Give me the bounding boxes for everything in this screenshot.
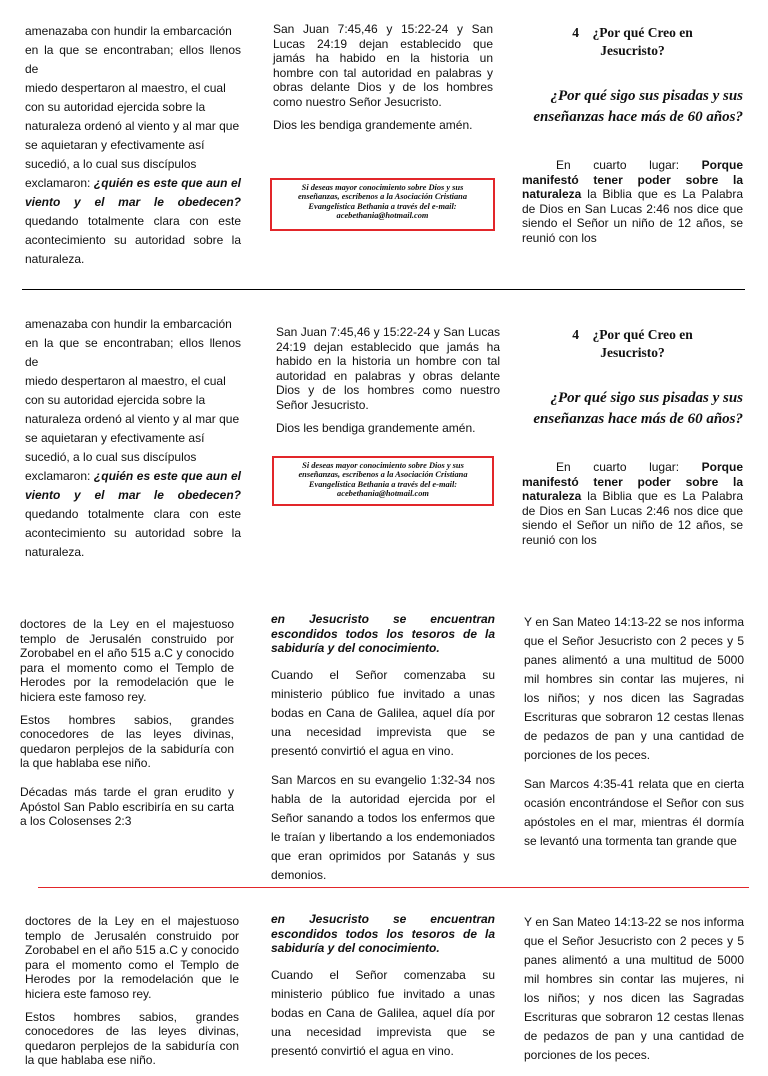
title-line1: ¿Por qué Creo en (592, 25, 693, 40)
panel3-col2 (271, 612, 495, 895)
col1-tail: quedando totalmente clara con este acontecimiento su autoridad sobre la naturaleza. (25, 507, 241, 559)
col2-paragraph: San Marcos en su evangelio 1:32-34 nos habla de la autoridad ejercida por el Señor sanando a todos los enfermos que le traían y libertando a los endemoniados que eran oprimidos por Satanás y sus demonios. (271, 772, 495, 882)
contact-email: acebethania@hotmail.com (336, 211, 429, 221)
col2-paragraph: Cuando el Señor comenzaba su ministerio público fue invitado a unas bodas en Cana de Galilea, aquel día por una necesidad imprevista que se presentó convirtió el agua en vino. (271, 967, 495, 1058)
col2-blessing: Dios les bendiga grandemente amén. (273, 117, 473, 132)
panel2-col1 (25, 315, 241, 562)
col1-line: miedo despertaron al maestro, el cual (25, 374, 226, 388)
col1-line: sucedió, a lo cual sus discípulos (25, 157, 197, 171)
col3-prefix: En cuarto lugar: (556, 460, 702, 474)
col3-tail: la Biblia que es La Palabra de Dios en San Lucas 2:46 nos dice que siendo el Señor un niño de 12 años, se reunió con los (522, 187, 743, 245)
exclaim-prefix: exclamaron: (25, 176, 94, 190)
panel4-col1 (25, 914, 239, 1076)
contact-line: Evangelística Bethania a través del e-mail: (308, 201, 457, 211)
panel4-col2 (271, 912, 495, 1071)
title-number: 4 (572, 327, 579, 342)
col3-prefix: En cuarto lugar: (556, 158, 702, 172)
col1-line: miedo despertaron al maestro, el cual (25, 81, 226, 95)
panel1-col3 (522, 24, 743, 256)
contact-line: enseñanzas, escríbenos a la Asociación Cristiana (297, 192, 468, 202)
col2-paragraph: San Juan 7:45,46 y 15:22-24 y San Lucas 24:19 dejan establecido que jamás ha habido en la historia un hombre con tal autoridad en palabras y obras delante Dios y de los hombres como nuestro Señor Jesucristo. (273, 22, 493, 109)
col1-line: amenazaba con hundir la embarcación (25, 24, 232, 38)
contact-line: Evangelística Bethania a través del e-mail: (308, 479, 458, 489)
quote-text: ¿quién es este que aun el viento y el mar le obedecen? (25, 469, 241, 502)
col1-line: se aquietaran y efectivamente así (25, 431, 205, 445)
panel2-col3 (522, 326, 743, 558)
col3-paragraph (522, 460, 743, 548)
col2-paragraph: San Juan 7:45,46 y 15:22-24 y San Lucas 24:19 dejan establecido que jamás ha habido en la historia un hombre con tal autoridad en palabras y obras delante Dios y de los hombres como nuestro Señor Jesucristo. (276, 325, 500, 412)
col1-paragraph: Décadas más tarde el gran erudito y Apóstol San Pablo escribiría en su carta a los Colosenses 2:3 (20, 784, 234, 829)
panel2-col2 (276, 325, 500, 443)
title-number: 4 (572, 25, 579, 40)
panel1-col1 (25, 22, 241, 269)
col1-paragraph: Estos hombres sabios, grandes conocedores de las leyes divinas, quedaron perplejos de la sabiduría con la que hablaba ese niño. (20, 712, 234, 771)
col1-line: naturaleza ordenó al viento y al mar que (25, 412, 240, 426)
col1-paragraph: Estos hombres sabios, grandes conocedores de las leyes divinas, quedaron perplejos de la sabiduría con la que hablaba ese niño. (25, 1009, 239, 1068)
col1-line: en la que se encontraban; ellos llenos de (25, 43, 241, 76)
title-line1: ¿Por qué Creo en (592, 327, 693, 342)
contact-line: Si deseas mayor conocimiento sobre Dios y sus (302, 461, 464, 470)
contact-box (270, 178, 495, 231)
col1-exclaim (25, 467, 241, 562)
col1-paragraph: doctores de la Ley en el majestuoso templo de Jerusalén construido por Zorobabel en el año 515 a.C y conocido para el momento como el Templo de Herodes por la remodelación que le hiciera este famoso rey. (25, 914, 239, 1001)
col2-blessing: Dios les bendiga grandemente amén. (276, 420, 476, 435)
title-line2: Jesucristo? (600, 43, 665, 58)
quote-text: ¿quién es este que aun el viento y el mar le obedecen? (25, 176, 241, 209)
col1-tail: quedando totalmente clara con este acontecimiento su autoridad sobre la naturaleza. (25, 214, 241, 266)
col2-quote: en Jesucristo se encuentran escondidos todos los tesoros de la sabiduría y del conocimiento. (271, 912, 495, 956)
col2-quote: en Jesucristo se encuentran escondidos todos los tesoros de la sabiduría y del conocimiento. (271, 612, 495, 656)
panel4-col3 (524, 913, 744, 1075)
section-title (522, 326, 743, 362)
col3-paragraph: San Marcos 4:35-41 relata que en cierta ocasión encontrándose el Señor con sus apóstoles en el mar, mientras él dormía se levantó una tormenta tan grande que (524, 777, 744, 848)
col1-paragraph: doctores de la Ley en el majestuoso templo de Jerusalén construido por Zorobabel en el año 515 a.C y conocido para el momento como el Templo de Herodes por la remodelación que le hiciera este famoso rey. (20, 617, 234, 704)
col1-exclaim (25, 174, 241, 269)
col1-line: con su autoridad ejercida sobre la (25, 393, 206, 407)
col3-tail: la Biblia que es La Palabra de Dios en San Lucas 2:46 nos dice que siendo el Señor un niño de 12 años, se reunió con los (522, 489, 743, 547)
col1-line: se aquietaran y efectivamente así (25, 138, 205, 152)
col1-line: en la que se encontraban; ellos llenos de (25, 336, 241, 369)
col3-bold: Porque manifestó tener poder sobre la naturaleza (522, 460, 743, 504)
col1-line: con su autoridad ejercida sobre la (25, 100, 206, 114)
col1-line: sucedió, a lo cual sus discípulos (25, 450, 197, 464)
col3-paragraph: Y en San Mateo 14:13-22 se nos informa que el Señor Jesucristo con 2 peces y 5 panes alimentó a una multitud de 5000 mil hombres sin contar las mujeres, ni los niños; y nos dicen las Sagradas Escrituras que sobraron 12 cestas llenas de pedazos de pan y una cantidad de porciones de los peces. (524, 615, 744, 762)
title-line2: Jesucristo? (600, 345, 665, 360)
col3-paragraph: Y en San Mateo 14:13-22 se nos informa que el Señor Jesucristo con 2 peces y 5 panes alimentó a una multitud de 5000 mil hombres sin contar las mujeres, ni los niños; y nos dicen las Sagradas Escrituras que sobraron 12 cestas llenas de pedazos de pan y una cantidad de porciones de los peces. (524, 915, 744, 1062)
contact-box (272, 456, 494, 506)
section-subtitle: ¿Por qué sigo sus pisadas y sus enseñanzas hace más de 60 años? (533, 390, 743, 427)
divider-black (22, 289, 745, 290)
panel3-col3 (524, 613, 744, 861)
divider-red (38, 887, 749, 888)
col3-paragraph (522, 158, 743, 246)
contact-line: Si deseas mayor conocimiento sobre Dios y sus (301, 183, 464, 192)
col3-bold: Porque manifestó tener poder sobre la naturaleza (522, 158, 743, 202)
panel1-col2 (273, 22, 493, 140)
exclaim-prefix: exclamaron: (25, 469, 94, 483)
col1-line: amenazaba con hundir la embarcación (25, 317, 232, 331)
col2-paragraph: Cuando el Señor comenzaba su ministerio público fue invitado a unas bodas en Cana de Galilea, aquel día por una necesidad imprevista que se presentó convirtió el agua en vino. (271, 667, 495, 758)
col1-line: naturaleza ordenó al viento y al mar que (25, 119, 240, 133)
contact-email: acebethania@hotmail.com (337, 489, 429, 499)
section-title (522, 24, 743, 60)
contact-line: enseñanzas, escríbenos a la Asociación Cristiana (298, 470, 468, 480)
panel3-col1 (20, 617, 234, 837)
section-subtitle: ¿Por qué sigo sus pisadas y sus enseñanzas hace más de 60 años? (533, 88, 743, 125)
